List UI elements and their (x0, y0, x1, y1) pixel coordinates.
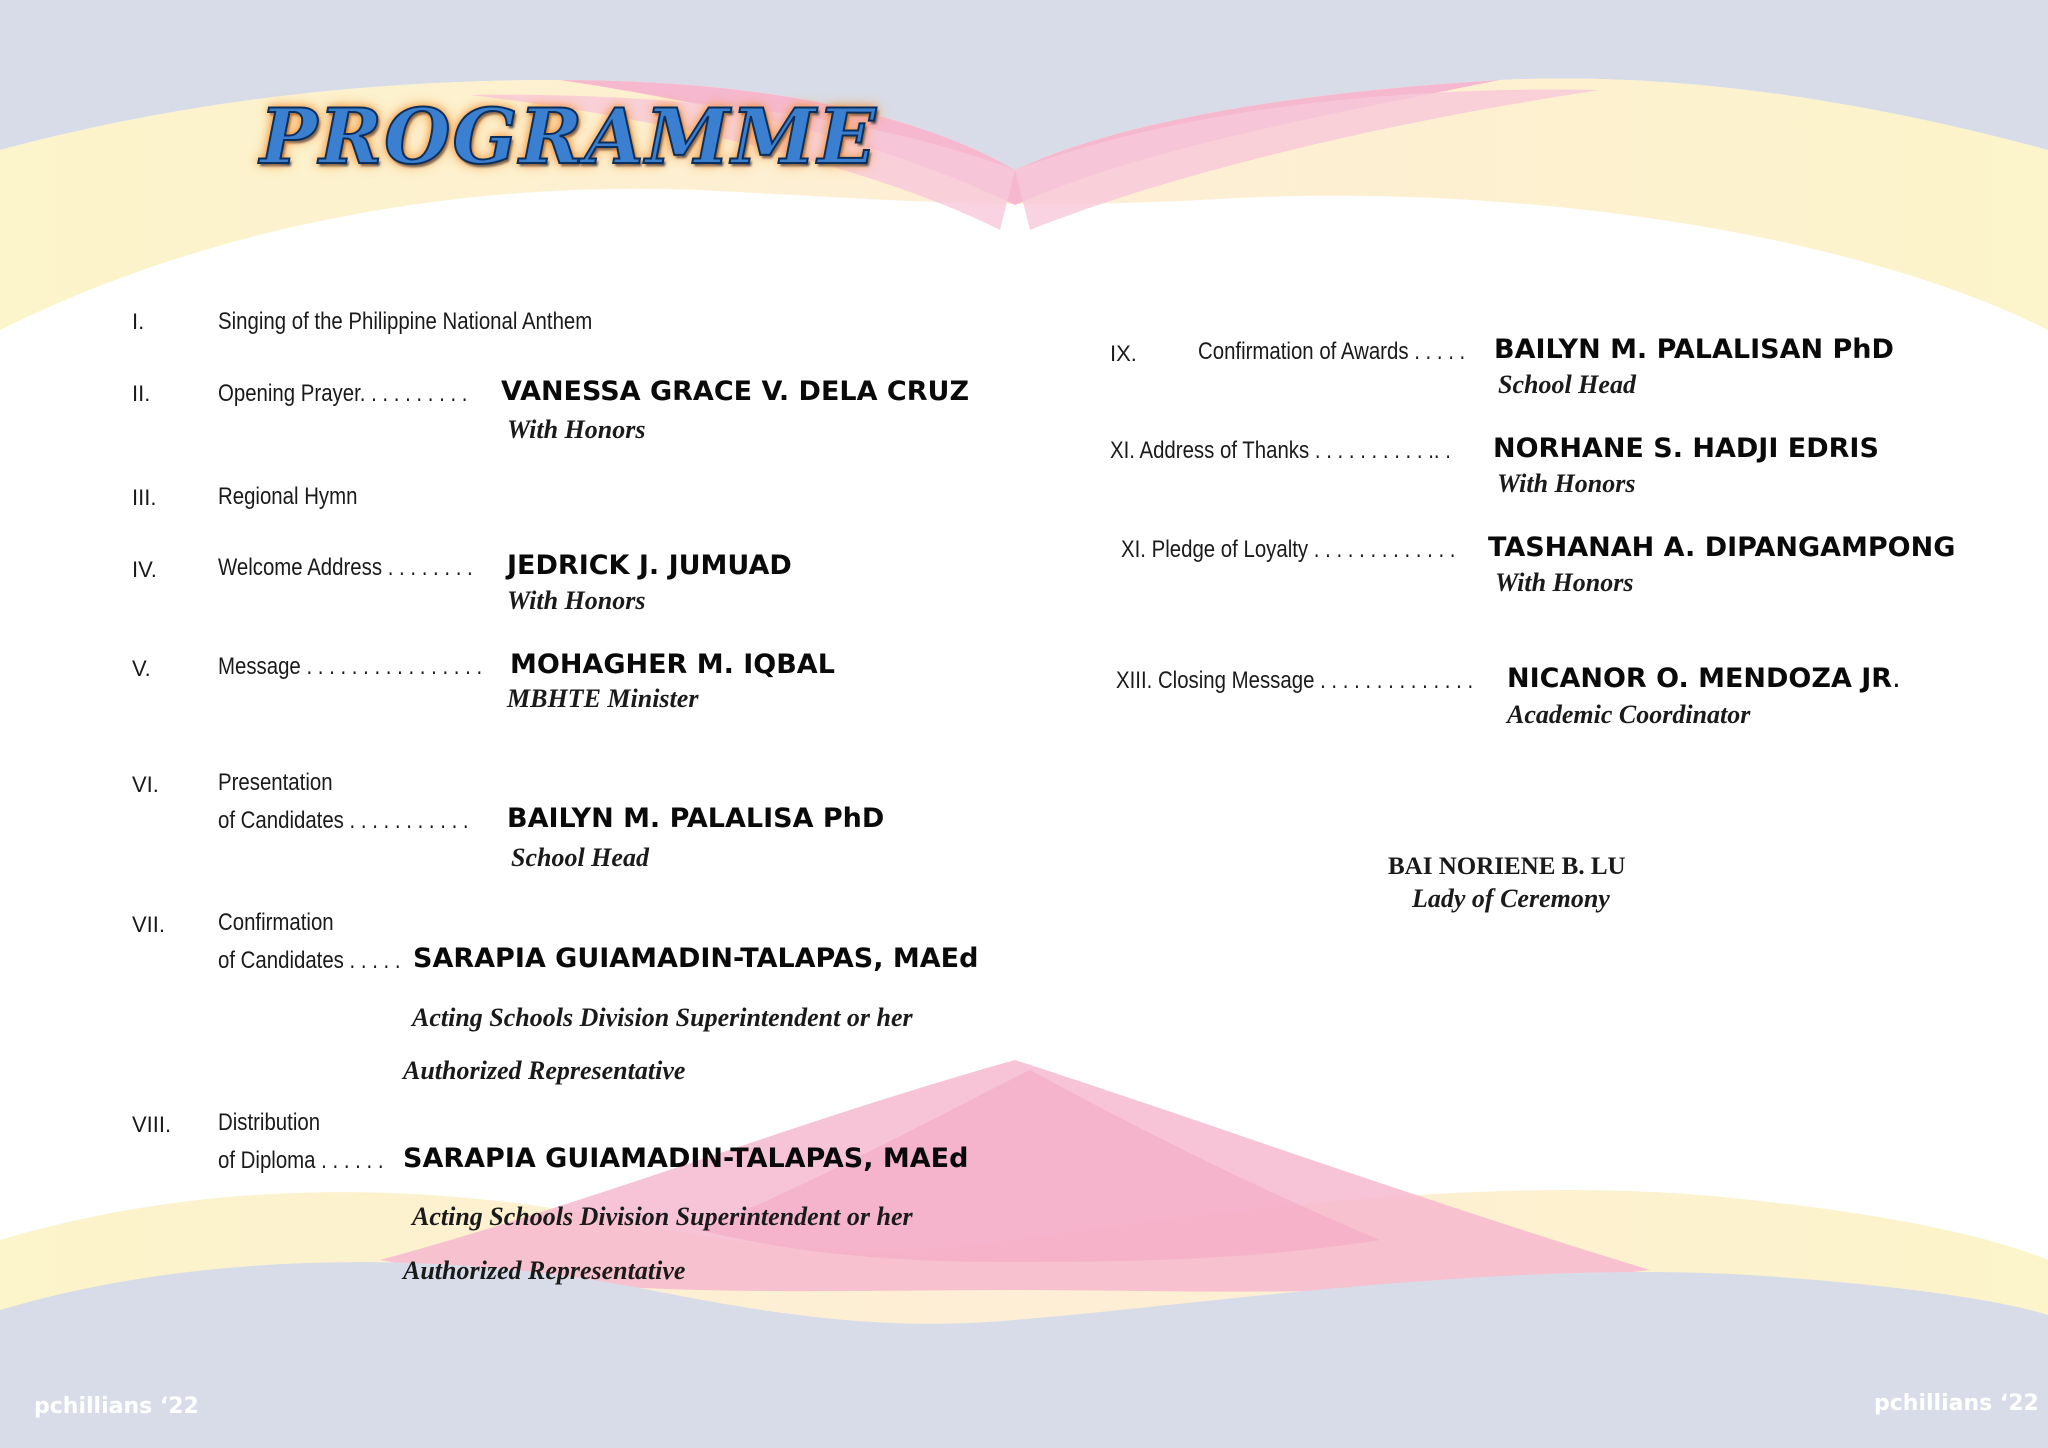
speaker-role: Acting Schools Division Superintendent or her (412, 1202, 913, 1231)
speaker-role: Authorized Representative (403, 1256, 686, 1285)
speaker-role: Acting Schools Division Superintendent or her (412, 1003, 913, 1032)
speaker-name: MOHAGHER M. IQBAL (510, 649, 835, 680)
speaker-name: JEDRICK J. JUMUAD (507, 550, 792, 581)
speaker-name: SARAPIA GUIAMADIN-TALAPAS, MAEd (413, 943, 979, 974)
item-number: VIII. (132, 1112, 172, 1137)
footer-right-text: pchillians ‘22 (1874, 1391, 2039, 1416)
item-title: Welcome Address . . . . . . . . (218, 554, 473, 581)
speaker-role: With Honors (507, 415, 646, 444)
speaker-role: School Head (511, 843, 649, 872)
item-title: XIII. Closing Message . . . . . . . . . . . . . . (1116, 667, 1474, 694)
item-title: of Candidates . . . . . . . . . . . (218, 807, 469, 834)
item-number: VI. (132, 772, 159, 797)
item-title: of Diploma . . . . . . (218, 1147, 384, 1174)
speaker-name: NORHANE S. HADJI EDRIS (1493, 433, 1879, 464)
item-title-line: Confirmation (218, 909, 334, 936)
item-title: Singing of the Philippine National Anthem (218, 308, 593, 335)
item-number: V. (132, 656, 151, 681)
speaker-name: NICANOR O. MENDOZA JR. (1507, 663, 1901, 694)
speaker-name: SARAPIA GUIAMADIN-TALAPAS, MAEd (403, 1143, 969, 1174)
item-number: I. (132, 309, 145, 334)
item-number: II. (132, 381, 151, 406)
item-title: Regional Hymn (218, 483, 358, 510)
item-title: of Candidates . . . . . (218, 947, 401, 974)
speaker-role: School Head (1498, 370, 1636, 399)
speaker-name: BAILYN M. PALALISA PhD (507, 803, 885, 834)
speaker-role: Academic Coordinator (1507, 700, 1751, 729)
footer-left-text: pchillians ‘22 (34, 1394, 199, 1419)
item-number: IX. (1110, 341, 1137, 366)
speaker-role: MBHTE Minister (507, 684, 699, 713)
item-title: XI. Address of Thanks . . . . . . . . . . .. . (1110, 437, 1451, 464)
item-title: Message . . . . . . . . . . . . . . . . (218, 653, 483, 680)
speaker-name: VANESSA GRACE V. DELA CRUZ (501, 376, 970, 407)
item-number: IV. (132, 557, 157, 582)
page-title: PROGRAMME (260, 92, 878, 181)
speaker-role: With Honors (1497, 469, 1636, 498)
item-title: Confirmation of Awards . . . . . (1198, 338, 1466, 365)
item-number: III. (132, 485, 157, 510)
item-title: Opening Prayer. . . . . . . . . . (218, 380, 468, 407)
item-title-line: Presentation (218, 769, 333, 796)
ceremony-name: BAI NORIENE B. LU (1388, 853, 1626, 880)
speaker-name: TASHANAH A. DIPANGAMPONG (1488, 532, 1956, 563)
speaker-role: Authorized Representative (403, 1056, 686, 1085)
ceremony-role: Lady of Ceremony (1412, 884, 1610, 913)
item-title-line: Distribution (218, 1109, 321, 1136)
item-number: VII. (132, 912, 166, 937)
speaker-name: BAILYN M. PALALISAN PhD (1494, 334, 1894, 365)
item-title: XI. Pledge of Loyalty . . . . . . . . . . . . . (1121, 536, 1456, 563)
speaker-role: With Honors (1495, 568, 1634, 597)
speaker-role: With Honors (507, 586, 646, 615)
